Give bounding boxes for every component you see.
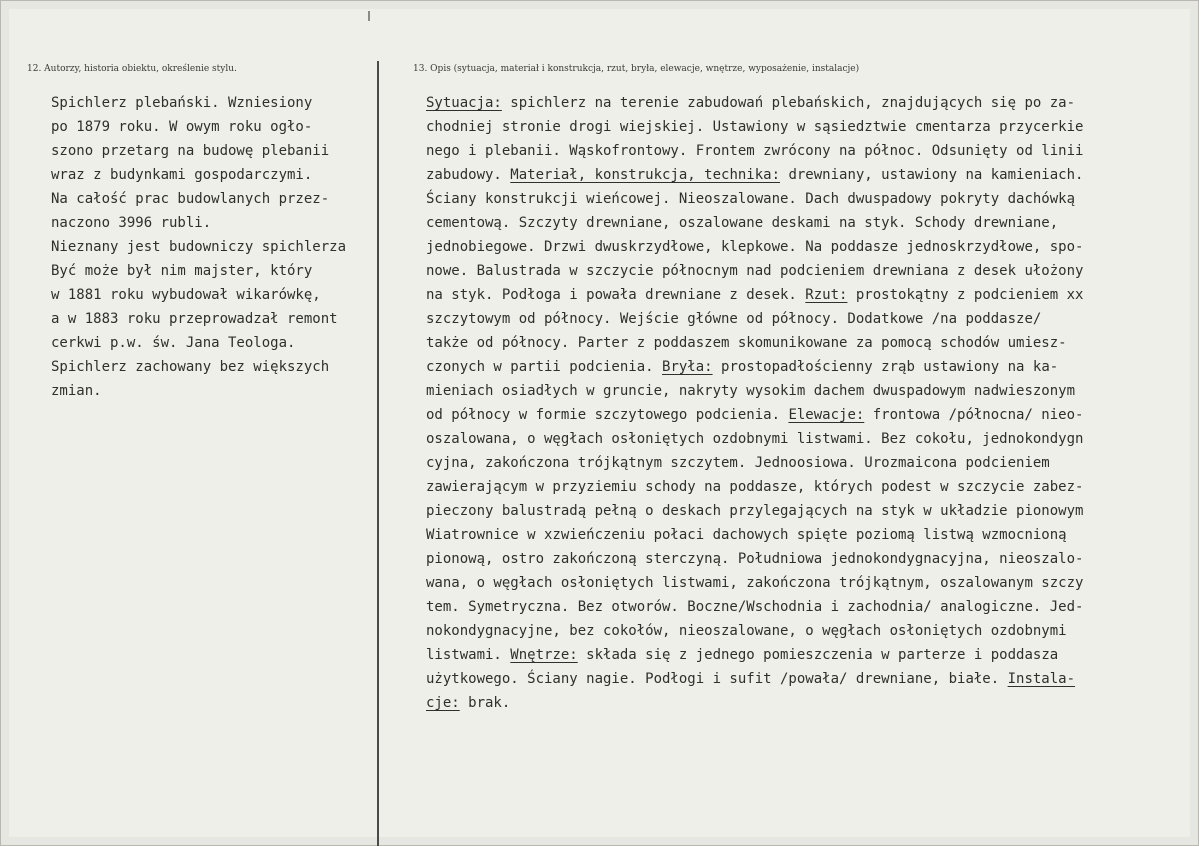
description-line: cementową. Szczyty drewniane, oszalowane deskami na styk. Schody drewniane,: [426, 215, 1059, 231]
history-text: [51, 91, 396, 403]
label-sytuacja: Sytuacja:: [426, 95, 502, 111]
description-line: [426, 283, 1198, 307]
description-line: pionową, ostro zakończoną sterczyną. Południowa jednokondygnacyjna, nieoszalo-: [426, 551, 1084, 567]
label-rzut: Rzut:: [805, 287, 848, 303]
text-run: składa się z jednego pomieszczenia w parterze i poddasza: [577, 647, 1059, 663]
description-line: cyjna, zakończona trójkątnym szczytem. Jednoosiowa. Urozmaicona podcieniem: [426, 455, 1050, 471]
label-elewacje: Elewacje:: [788, 407, 865, 423]
description-line: [426, 667, 1198, 691]
text-run: prostokątny z podcieniem xx: [847, 287, 1084, 303]
description-line: [426, 643, 1198, 667]
text-run: na styk. Podłoga i powała drewniane z desek.: [426, 287, 806, 303]
text-run: brak.: [459, 695, 511, 711]
history-line: Spichlerz zachowany bez większych: [51, 359, 330, 375]
description-line: [426, 355, 1198, 379]
description-line: nowe. Balustrada w szczycie północnym nad podcieniem drewniana z desek ułożony: [426, 263, 1084, 279]
history-line: cerkwi p.w. św. Jana Teologa.: [51, 335, 296, 351]
description-line: chodniej stronie drogi wiejskiej. Ustawiony w sąsiedztwie cmentarza przycerkie: [426, 119, 1084, 135]
history-line: naczono 3996 rubli.: [51, 215, 212, 231]
label-wnetrze: Wnętrze:: [510, 647, 578, 663]
description-line: oszalowana, o węgłach osłoniętych ozdobnymi listwami. Bez cokołu, jednokondygn: [426, 431, 1084, 447]
label-material: Materiał, konstrukcja, technika:: [510, 167, 781, 183]
description-line: Wiatrownice w xzwieńczeniu połaci dachowych spięte poziomą listwą wzmocnioną: [426, 527, 1067, 543]
description-line: nego i plebanii. Wąskofrontowy. Frontem zwrócony na północ. Odsunięty od linii: [426, 143, 1084, 159]
text-run: spichlerz na terenie zabudowań plebańskich, znajdujących się po za-: [501, 95, 1076, 111]
text-run: drewniany, ustawiony na kamieniach.: [780, 167, 1084, 183]
description-line: także od północy. Parter z poddaszem skomunikowane za pomocą schodów umiesz-: [426, 335, 1067, 351]
section-12-heading: 12. Autorzy, historia obiektu, określenie stylu.: [27, 64, 237, 74]
text-run: listwami.: [426, 647, 511, 663]
history-line: Na całość prac budowlanych przez-: [51, 191, 330, 207]
history-line: szono przetarg na budowę plebanii: [51, 143, 330, 159]
description-line: mieniach osiadłych w gruncie, nakryty wysokim dachem dwuspadowym nadwieszonym: [426, 383, 1076, 399]
description-text: [426, 91, 1198, 715]
history-line: zmian.: [51, 383, 102, 399]
text-run: od północy w formie szczytowego podcienia.: [426, 407, 789, 423]
description-line: [426, 163, 1198, 187]
history-line: po 1879 roku. W owym roku ogło-: [51, 119, 313, 135]
label-bryla: Bryła:: [662, 359, 713, 375]
description-line: wana, o węgłach osłoniętych listwami, zakończona trójkątnym, oszalowanym szczy: [426, 575, 1084, 591]
label-instalacje: Instala-: [1007, 671, 1076, 687]
description-line: zawierającym w przyziemiu schody na poddasze, których podest w szczycie zabez-: [426, 479, 1084, 495]
label-instalacje-cont: cje:: [426, 695, 460, 711]
history-line: Być może był nim majster, który: [51, 263, 313, 279]
history-line: wraz z budynkami gospodarczymi.: [51, 167, 313, 183]
margin-mark: [368, 11, 370, 21]
text-run: czonych w partii podcienia.: [426, 359, 663, 375]
description-line: [426, 691, 1198, 715]
description-line: nokondygnacyjne, bez cokołów, nieoszalowane, o węgłach osłoniętych ozdobnymi: [426, 623, 1067, 639]
description-line: [426, 403, 1198, 427]
history-line: Spichlerz plebański. Wzniesiony: [51, 95, 313, 111]
text-run: prostopadłościenny zrąb ustawiony na ka-: [712, 359, 1059, 375]
history-line: a w 1883 roku przeprowadzał remont: [51, 311, 338, 327]
history-line: Nieznany jest budowniczy spichlerza: [51, 239, 347, 255]
text-run: zabudowy.: [426, 167, 511, 183]
text-run: frontowa /północna/ nieo-: [864, 407, 1084, 423]
description-line: jednobiegowe. Drzwi dwuskrzydłowe, klepkowe. Na poddasze jednoskrzydłowe, spo-: [426, 239, 1084, 255]
description-line: Ściany konstrukcji wieńcowej. Nieoszalowane. Dach dwuspadowy pokryty dachówką: [426, 191, 1076, 207]
history-line: w 1881 roku wybudował wikarówkę,: [51, 287, 321, 303]
description-line: pieczony balustradą pełną o deskach przylegających na styk w układzie pionowym: [426, 503, 1084, 519]
description-line: [426, 91, 1198, 115]
text-run: użytkowego. Ściany nagie. Podłogi i sufit /powała/ drewniane, białe.: [426, 671, 1008, 687]
description-line: szczytowym od północy. Wejście główne od północy. Dodatkowe /na poddasze/: [426, 311, 1042, 327]
section-13-heading: 13. Opis (sytuacja, materiał i konstrukcja, rzut, bryła, elewacje, wnętrze, wyposażenie, instalacje): [413, 64, 860, 74]
description-line: tem. Symetryczna. Bez otworów. Boczne/Wschodnia i zachodnia/ analogiczne. Jed-: [426, 599, 1084, 615]
